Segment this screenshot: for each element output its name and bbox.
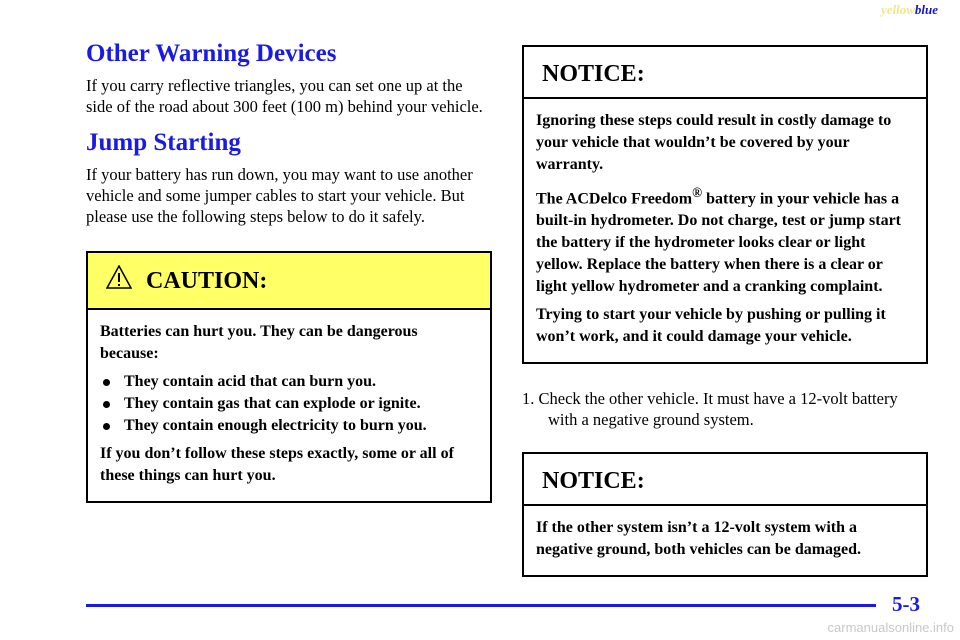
notice-header bbox=[524, 454, 926, 506]
notice-paragraph: If the other system isn’t a 12-volt system with a negative ground, both vehicles can be damaged. bbox=[536, 519, 862, 559]
paragraph-warning-devices: If you carry reflective triangles, you can set one up at the side of the road about 300 feet (100 m) behind your vehicle. bbox=[86, 76, 483, 116]
bullet-dot-icon bbox=[103, 423, 110, 430]
right-column bbox=[522, 45, 928, 577]
notice-paragraph-hydrometer: The ACDelco Freedom® battery in your vehicle has a built-in hydrometer. Do not charge, test or jump start the battery if the hydrometer looks clear or light yellow. Replace the battery when there is a clear or light yellow hydrometer and a cranking complaint. bbox=[536, 185, 902, 296]
step-1: 1. Check the other vehicle. It must have a 12-volt battery with a negative ground system. bbox=[522, 389, 898, 430]
notice-title: NOTICE: bbox=[542, 468, 645, 495]
caution-bullet: They contain acid that can burn you. bbox=[100, 371, 478, 393]
notice-box-12-volt bbox=[522, 452, 928, 577]
registered-mark: ® bbox=[692, 185, 703, 200]
notice-body bbox=[524, 506, 926, 575]
left-column bbox=[86, 40, 492, 503]
caution-box bbox=[86, 251, 492, 503]
heading-jump-starting: Jump Starting bbox=[86, 129, 241, 156]
notice-box-warranty bbox=[522, 45, 928, 364]
footer-rule bbox=[86, 604, 876, 607]
caution-closing: If you don’t follow these steps exactly, some or all of these things can hurt you. bbox=[100, 445, 454, 484]
warning-triangle-icon bbox=[106, 265, 132, 289]
caution-bullet-list bbox=[100, 371, 478, 437]
notice-header bbox=[524, 47, 926, 99]
notice-body bbox=[524, 99, 926, 362]
caution-bullet: They contain gas that can explode or ignite. bbox=[100, 393, 478, 415]
caution-bullet: They contain enough electricity to burn you. bbox=[100, 415, 478, 437]
caution-body bbox=[88, 310, 490, 501]
bullet-dot-icon bbox=[103, 401, 110, 408]
watermark: carmanualsonline.info bbox=[827, 620, 954, 635]
paragraph-jump-starting: If your battery has run down, you may want to use another vehicle and some jumper cables to start your vehicle. But please use the following steps below to do it safely. bbox=[86, 165, 473, 226]
color-tag bbox=[881, 2, 938, 18]
bullet-dot-icon bbox=[103, 379, 110, 386]
caution-title: CAUTION: bbox=[146, 268, 268, 294]
caution-intro: Batteries can hurt you. They can be dangerous because: bbox=[100, 323, 418, 362]
page-number: 5-3 bbox=[892, 592, 920, 616]
color-tag-blue: blue bbox=[914, 2, 938, 17]
notice-paragraph: Trying to start your vehicle by pushing or pulling it won’t work, and it could damage your vehicle. bbox=[536, 306, 886, 346]
notice-paragraph: Ignoring these steps could result in costly damage to your vehicle that wouldn’t be covered by your warranty. bbox=[536, 112, 892, 173]
heading-other-warning-devices: Other Warning Devices bbox=[86, 40, 337, 67]
caution-header bbox=[88, 253, 490, 310]
color-tag-yellow: yellow bbox=[880, 2, 915, 17]
notice-title: NOTICE: bbox=[542, 61, 645, 87]
